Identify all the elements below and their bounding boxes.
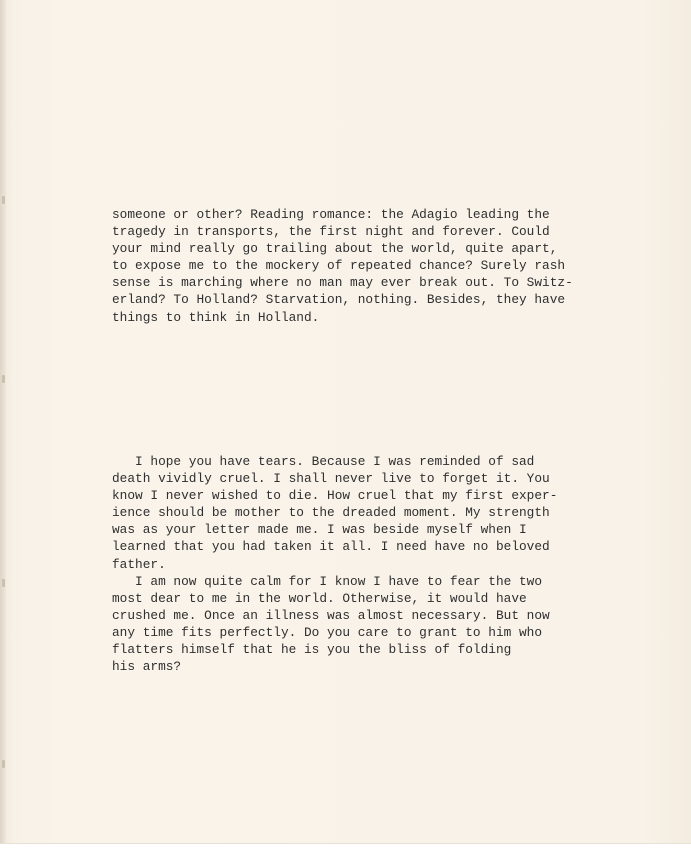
paper-edge-mark bbox=[2, 375, 5, 383]
paragraph-2-line: ience should be mother to the dreaded moment. My strength bbox=[112, 505, 550, 521]
paragraph-1-line: things to think in Holland. bbox=[112, 309, 320, 325]
paragraph-1-line: someone or other? Reading romance: the Adagio leading the bbox=[112, 207, 550, 222]
paragraph-1-line: sense is marching where no man may ever break out. To Switz- bbox=[112, 275, 573, 291]
paragraph-2-line: death vividly cruel. I shall never live to forget it. You bbox=[112, 471, 550, 487]
paper-bottom-edge bbox=[0, 843, 691, 851]
paper-edge-mark bbox=[2, 579, 5, 587]
paragraph-2-line: know I never wished to die. How cruel that my first exper- bbox=[112, 488, 558, 504]
paragraph-2-line: his arms? bbox=[112, 659, 182, 675]
paper-edge-mark bbox=[2, 196, 5, 204]
paragraph-2-line: I am now quite calm for I know I have to fear the two bbox=[112, 573, 543, 589]
paper-edge-mark bbox=[2, 760, 5, 768]
paragraph-2 bbox=[112, 453, 612, 675]
paragraph-1 bbox=[112, 206, 612, 326]
paragraph-2-line: flatters himself that he is you the bliss of folding bbox=[112, 642, 512, 658]
paragraph-2-line: I hope you have tears. Because I was reminded of sad bbox=[112, 454, 535, 469]
paragraph-1-line: erland? To Holland? Starvation, nothing. Besides, they have bbox=[112, 292, 566, 308]
paragraph-2-line: most dear to me in the world. Otherwise, it would have bbox=[112, 590, 527, 606]
paragraph-1-line: to expose me to the mockery of repeated chance? Surely rash bbox=[112, 258, 566, 274]
paper-left-edge bbox=[0, 0, 6, 851]
paragraph-2-line: father. bbox=[112, 556, 166, 572]
paragraph-2-line: any time fits perfectly. Do you care to grant to him who bbox=[112, 624, 543, 640]
paragraph-2-line: was as your letter made me. I was beside myself when I bbox=[112, 522, 527, 538]
paragraph-2-line: crushed me. Once an illness was almost necessary. But now bbox=[112, 607, 550, 623]
paragraph-2-line: learned that you had taken it all. I need have no beloved bbox=[112, 539, 550, 555]
paragraph-1-line: tragedy in transports, the first night and forever. Could bbox=[112, 224, 550, 240]
paragraph-1-line: your mind really go trailing about the world, quite apart, bbox=[112, 241, 558, 257]
